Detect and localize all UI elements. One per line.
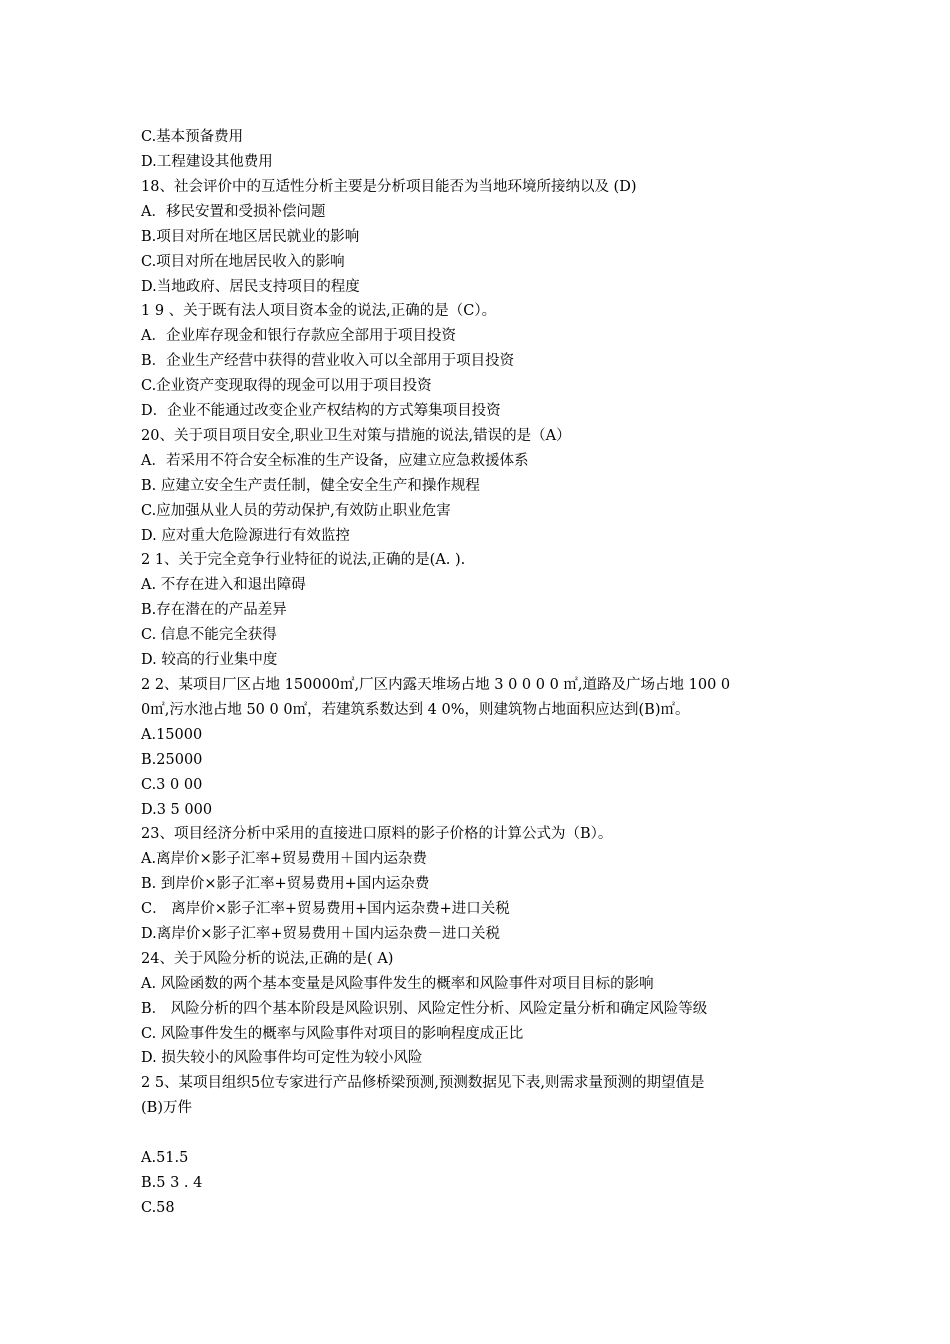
question-22: 2 2、某项目厂区占地 150000㎡,厂区内露天堆场占地 3 0 0 0 0 ㎡,道路及广场占地 100 0 bbox=[141, 677, 731, 693]
text-line: D.工程建设其他费用 bbox=[141, 154, 273, 170]
text-line: A. 风险函数的两个基本变量是风险事件发生的概率和风险事件对项目目标的影响 bbox=[141, 976, 654, 992]
text-line: B.项目对所在地区居民就业的影响 bbox=[141, 229, 360, 245]
question-18: 18、社会评价中的互适性分析主要是分析项目能否为当地环境所接纳以及 (D) bbox=[141, 179, 637, 195]
question-25: 2 5、某项目组织5位专家进行产品修桥梁预测,预测数据见下表,则需求量预测的期望值是 bbox=[141, 1075, 705, 1091]
text-line: A. 不存在进入和退出障碍 bbox=[141, 577, 306, 593]
question-24: 24、关于风险分析的说法,正确的是( A) bbox=[141, 951, 394, 967]
text-line: A.离岸价×影子汇率+贸易费用＋国内运杂费 bbox=[141, 851, 427, 867]
text-line: C.应加强从业人员的劳动保护,有效防止职业危害 bbox=[141, 503, 451, 519]
question-21: 2 1、关于完全竞争行业特征的说法,正确的是(A. ). bbox=[141, 552, 466, 568]
text-line: C.3 0 00 bbox=[141, 777, 203, 793]
text-line: C.项目对所在地居民收入的影响 bbox=[141, 254, 345, 270]
text-line: D.离岸价×影子汇率+贸易费用＋国内运杂费－进口关税 bbox=[141, 926, 501, 942]
text-line: C.企业资产变现取得的现金可以用于项目投资 bbox=[141, 378, 432, 394]
text-line: D. 应对重大危险源进行有效监控 bbox=[141, 528, 350, 544]
text-line: D.当地政府、居民支持项目的程度 bbox=[141, 279, 360, 295]
text-line: C. 风险事件发生的概率与风险事件对项目的影响程度成正比 bbox=[141, 1026, 524, 1042]
text-line: D. 较高的行业集中度 bbox=[141, 652, 278, 668]
text-line: D. 损失较小的风险事件均可定性为较小风险 bbox=[141, 1050, 423, 1066]
text-line: B. 应建立安全生产责任制，健全安全生产和操作规程 bbox=[141, 478, 480, 494]
text-line: B.存在潜在的产品差异 bbox=[141, 602, 287, 618]
text-line: B.25000 bbox=[141, 752, 203, 768]
text-line: A．企业库存现金和银行存款应全部用于项目投资 bbox=[141, 328, 456, 344]
text-line: A．若采用不符合安全标准的生产设备，应建立应急救援体系 bbox=[141, 453, 529, 469]
text-line: C.58 bbox=[141, 1200, 175, 1216]
text-line: D．企业不能通过改变企业产权结构的方式筹集项目投资 bbox=[141, 403, 501, 419]
text-line: B． 风险分析的四个基本阶段是风险识别、风险定性分析、风险定量分析和确定风险等级 bbox=[141, 1001, 708, 1017]
question-23: 23、项目经济分析中采用的直接进口原料的影子价格的计算公式为（B）。 bbox=[141, 826, 613, 842]
text-line: C． 离岸价×影子汇率+贸易费用+国内运杂费+进口关税 bbox=[141, 901, 510, 917]
text-line: A.51.5 bbox=[141, 1150, 189, 1166]
text-line: C. 信息不能完全获得 bbox=[141, 627, 277, 643]
text-line: B. 到岸价×影子汇率+贸易费用+国内运杂费 bbox=[141, 876, 430, 892]
text-line: C.基本预备费用 bbox=[141, 129, 244, 145]
text-line: (B)万件 bbox=[141, 1100, 192, 1116]
text-line: A．移民安置和受损补偿问题 bbox=[141, 204, 326, 220]
question-19: 1 9 、关于既有法人项目资本金的说法,正确的是（C）。 bbox=[141, 303, 497, 319]
text-line: D.3 5 000 bbox=[141, 802, 213, 818]
text-line: B．企业生产经营中获得的营业收入可以全部用于项目投资 bbox=[141, 353, 515, 369]
text-line: 0㎡,污水池占地 50 0 0㎡，若建筑系数达到 4 0%，则建筑物占地面积应达到(B)㎡。 bbox=[141, 702, 690, 718]
text-line: B.5 3 . 4 bbox=[141, 1175, 203, 1191]
question-20: 20、关于项目项目安全,职业卫生对策与措施的说法,错误的是（A） bbox=[141, 428, 571, 444]
text-line: A.15000 bbox=[141, 727, 203, 743]
